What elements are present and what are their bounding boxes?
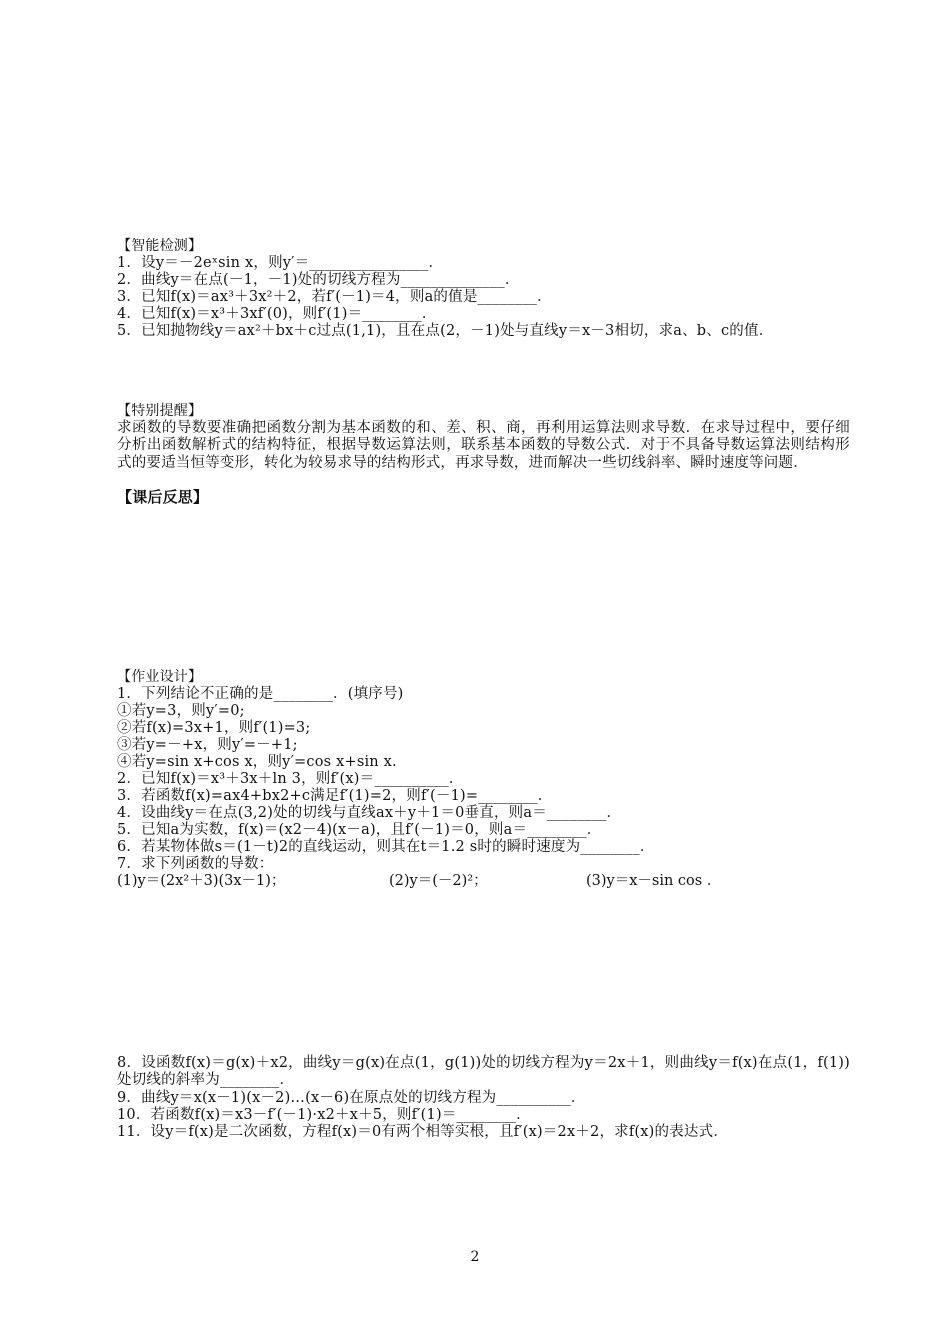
section-heading-check: 【智能检测】 — [117, 238, 203, 254]
homework-option-2: ②若f(x)=3x+1，则f′(1)=3; — [117, 720, 311, 736]
homework-item-8: 8．设函数f(x)＝g(x)＋x2，曲线y＝g(x)在点(1，g(1))处的切线方程为y＝2x＋1，则曲线y＝f(x)在点(1，f(1))处切线的斜率为________． — [117, 1055, 850, 1089]
section-heading-homework: 【作业设计】 — [117, 669, 203, 685]
check-item-1: 1．设y＝－2eˣsin x，则y′＝________________． — [117, 255, 444, 271]
homework-item-5: 5．已知a为实数，f(x)＝(x2－4)(x－a)，且f′(－1)＝0，则a＝________． — [117, 822, 602, 838]
q7-part-3: (3)y＝x－sin cos ． — [586, 873, 722, 889]
check-item-5: 5．已知抛物线y＝ax²＋bx＋c过点(1,1)，且在点(2，－1)处与直线y＝x－3相切，求a、b、c的值． — [117, 323, 774, 339]
check-item-2: 2．曲线y＝在点(－1，－1)处的切线方程为______________． — [117, 272, 520, 288]
homework-option-4: ④若y=sin x+cos x，则y′=cos x+sin x. — [117, 754, 397, 770]
q7-part-1: (1)y＝(2x²＋3)(3x－1)； — [117, 873, 286, 889]
homework-item-2: 2．已知f(x)＝x³＋3x＋ln 3，则f′(x)＝__________． — [117, 771, 464, 787]
homework-item-4: 4．设曲线y＝在点(3,2)处的切线与直线ax＋y＋1＝0垂直，则a＝________． — [117, 805, 622, 821]
homework-item-6: 6．若某物体做s＝(1－t)2的直线运动，则其在t＝1.2 s时的瞬时速度为________． — [117, 839, 655, 855]
homework-item-10: 10．若函数f(x)＝x3－f′(－1)·x2＋x＋5，则f′(1)＝________． — [117, 1107, 531, 1123]
homework-item-7: 7．求下列函数的导数： — [117, 856, 274, 872]
homework-option-1: ①若y=3，则y′=0; — [117, 703, 245, 719]
section-heading-tips: 【特别提醒】 — [117, 403, 203, 419]
check-item-4: 4．已知f(x)＝x³＋3xf′(0)，则f′(1)＝________． — [117, 306, 437, 322]
q7-part-2: (2)y＝(－2)²； — [389, 873, 488, 889]
homework-item-3: 3．若函数f(x)=ax4+bx2+c满足f′(1)=2，则f′(－1)=________． — [117, 788, 553, 804]
tips-paragraph: 求函数的导数要准确把函数分割为基本函数的和、差、积、商，再利用运算法则求导数．在求导过程中，要仔细分析出函数解析式的结构特征，根据导数运算法则，联系基本函数的导数公式．对于不具备导数运算法则结构形式的要适当恒等变形，转化为较易求导的结构形式，再求导数，进而解决一些切线斜率、瞬时速度等问题． — [117, 420, 850, 471]
homework-item-9: 9．曲线y＝x(x－1)(x－2)…(x－6)在原点处的切线方程为__________． — [117, 1090, 586, 1106]
homework-item-1: 1．下列结论不正确的是________．(填序号) — [117, 686, 404, 702]
section-heading-reflection: 【课后反思】 — [117, 488, 209, 506]
check-item-3: 3．已知f(x)＝ax³＋3x²＋2，若f′(－1)＝4，则a的值是________． — [117, 289, 552, 305]
homework-option-3: ③若y=－+x，则y′=－+1; — [117, 737, 298, 753]
page-number: 2 — [470, 1249, 480, 1265]
homework-item-11: 11．设y＝f(x)是二次函数，方程f(x)＝0有两个相等实根，且f′(x)＝2x＋2，求f(x)的表达式． — [117, 1124, 729, 1140]
